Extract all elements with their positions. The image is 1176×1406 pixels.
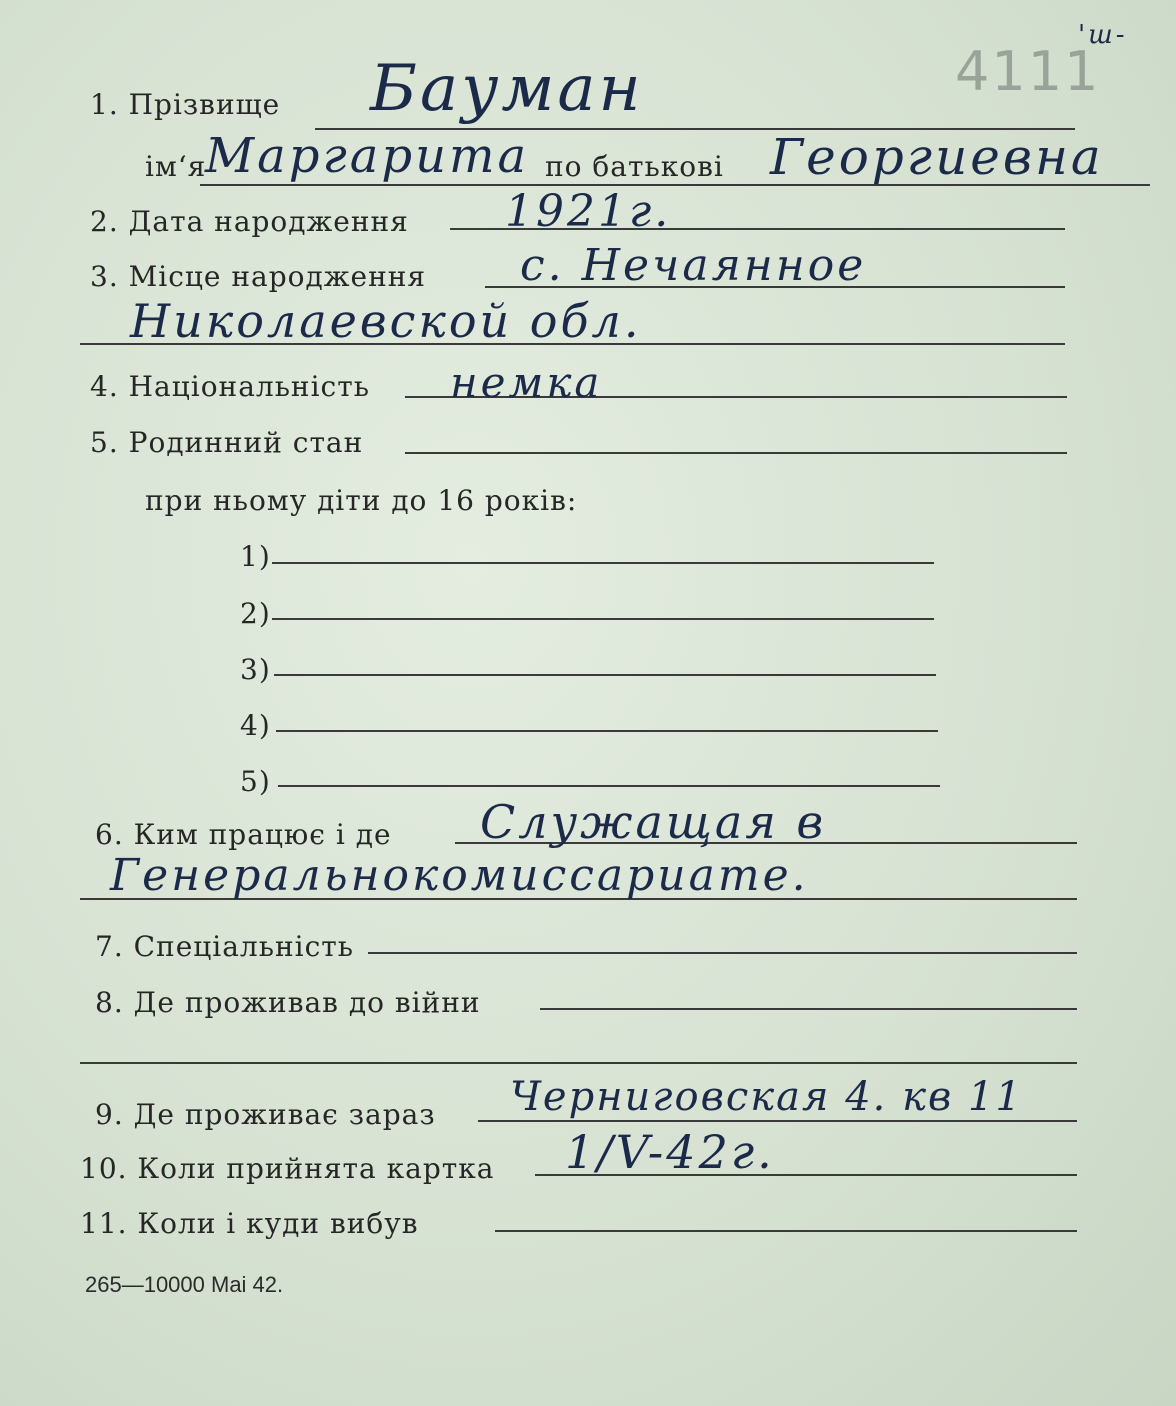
work-label: 6. Ким працює і де — [95, 818, 392, 851]
pencil-number: 4111 — [955, 40, 1101, 103]
child-line-4 — [276, 730, 938, 732]
marital-label: 5. Родинний стан — [90, 426, 364, 459]
birth-date-label: 2. Дата народження — [90, 205, 409, 238]
work-value-2: Генеральнокомиссариате. — [110, 850, 809, 901]
current-address-line — [478, 1120, 1077, 1122]
card-date-value: 1/V-42г. — [565, 1125, 775, 1179]
birth-place-value-2: Николаевской обл. — [130, 294, 642, 348]
child-line-5 — [278, 785, 940, 787]
child-line-1 — [272, 562, 934, 564]
surname-label: 1. Прізвище — [90, 88, 281, 121]
departure-label: 11. Коли і куди вибув — [80, 1207, 419, 1240]
card-date-label: 10. Коли прийнята картка — [80, 1152, 495, 1185]
prewar-address-line-2 — [80, 1062, 1077, 1064]
work-value-1: Служащая в — [480, 795, 827, 849]
child-row-5: 5) — [240, 765, 271, 798]
birth-place-value-1: с. Нечаянное — [520, 240, 867, 291]
first-name-value: Маргарита — [205, 128, 530, 184]
child-row-1: 1) — [240, 540, 271, 573]
print-info: 265—10000 Mai 42. — [85, 1272, 284, 1297]
nationality-label: 4. Національність — [90, 370, 370, 403]
patronymic-value: Георгиевна — [770, 128, 1104, 186]
child-row-2: 2) — [240, 597, 271, 630]
prewar-address-label: 8. Де проживав до війни — [95, 986, 481, 1019]
child-line-3 — [274, 674, 936, 676]
surname-value: Бауман — [370, 52, 644, 126]
current-address-label: 9. Де проживає зараз — [95, 1098, 436, 1131]
patronymic-label: по батькові — [545, 150, 724, 183]
corner-note: 'ш- — [1078, 20, 1128, 50]
specialty-label: 7. Спеціальність — [95, 930, 354, 963]
first-name-label: ім‘я — [145, 150, 207, 183]
children-label: при ньому діти до 16 років: — [145, 484, 578, 517]
current-address-value: Черниговская 4. кв 11 — [510, 1074, 1023, 1120]
departure-line — [495, 1230, 1077, 1232]
marital-line — [405, 452, 1067, 454]
child-line-2 — [272, 618, 934, 620]
child-row-3: 3) — [240, 653, 271, 686]
nationality-value: немка — [450, 358, 603, 407]
birth-place-label: 3. Місце народження — [90, 260, 427, 293]
child-row-4: 4) — [240, 709, 271, 742]
specialty-line — [368, 952, 1077, 954]
birth-date-value: 1921г. — [505, 186, 672, 237]
prewar-address-line-1 — [540, 1008, 1077, 1010]
